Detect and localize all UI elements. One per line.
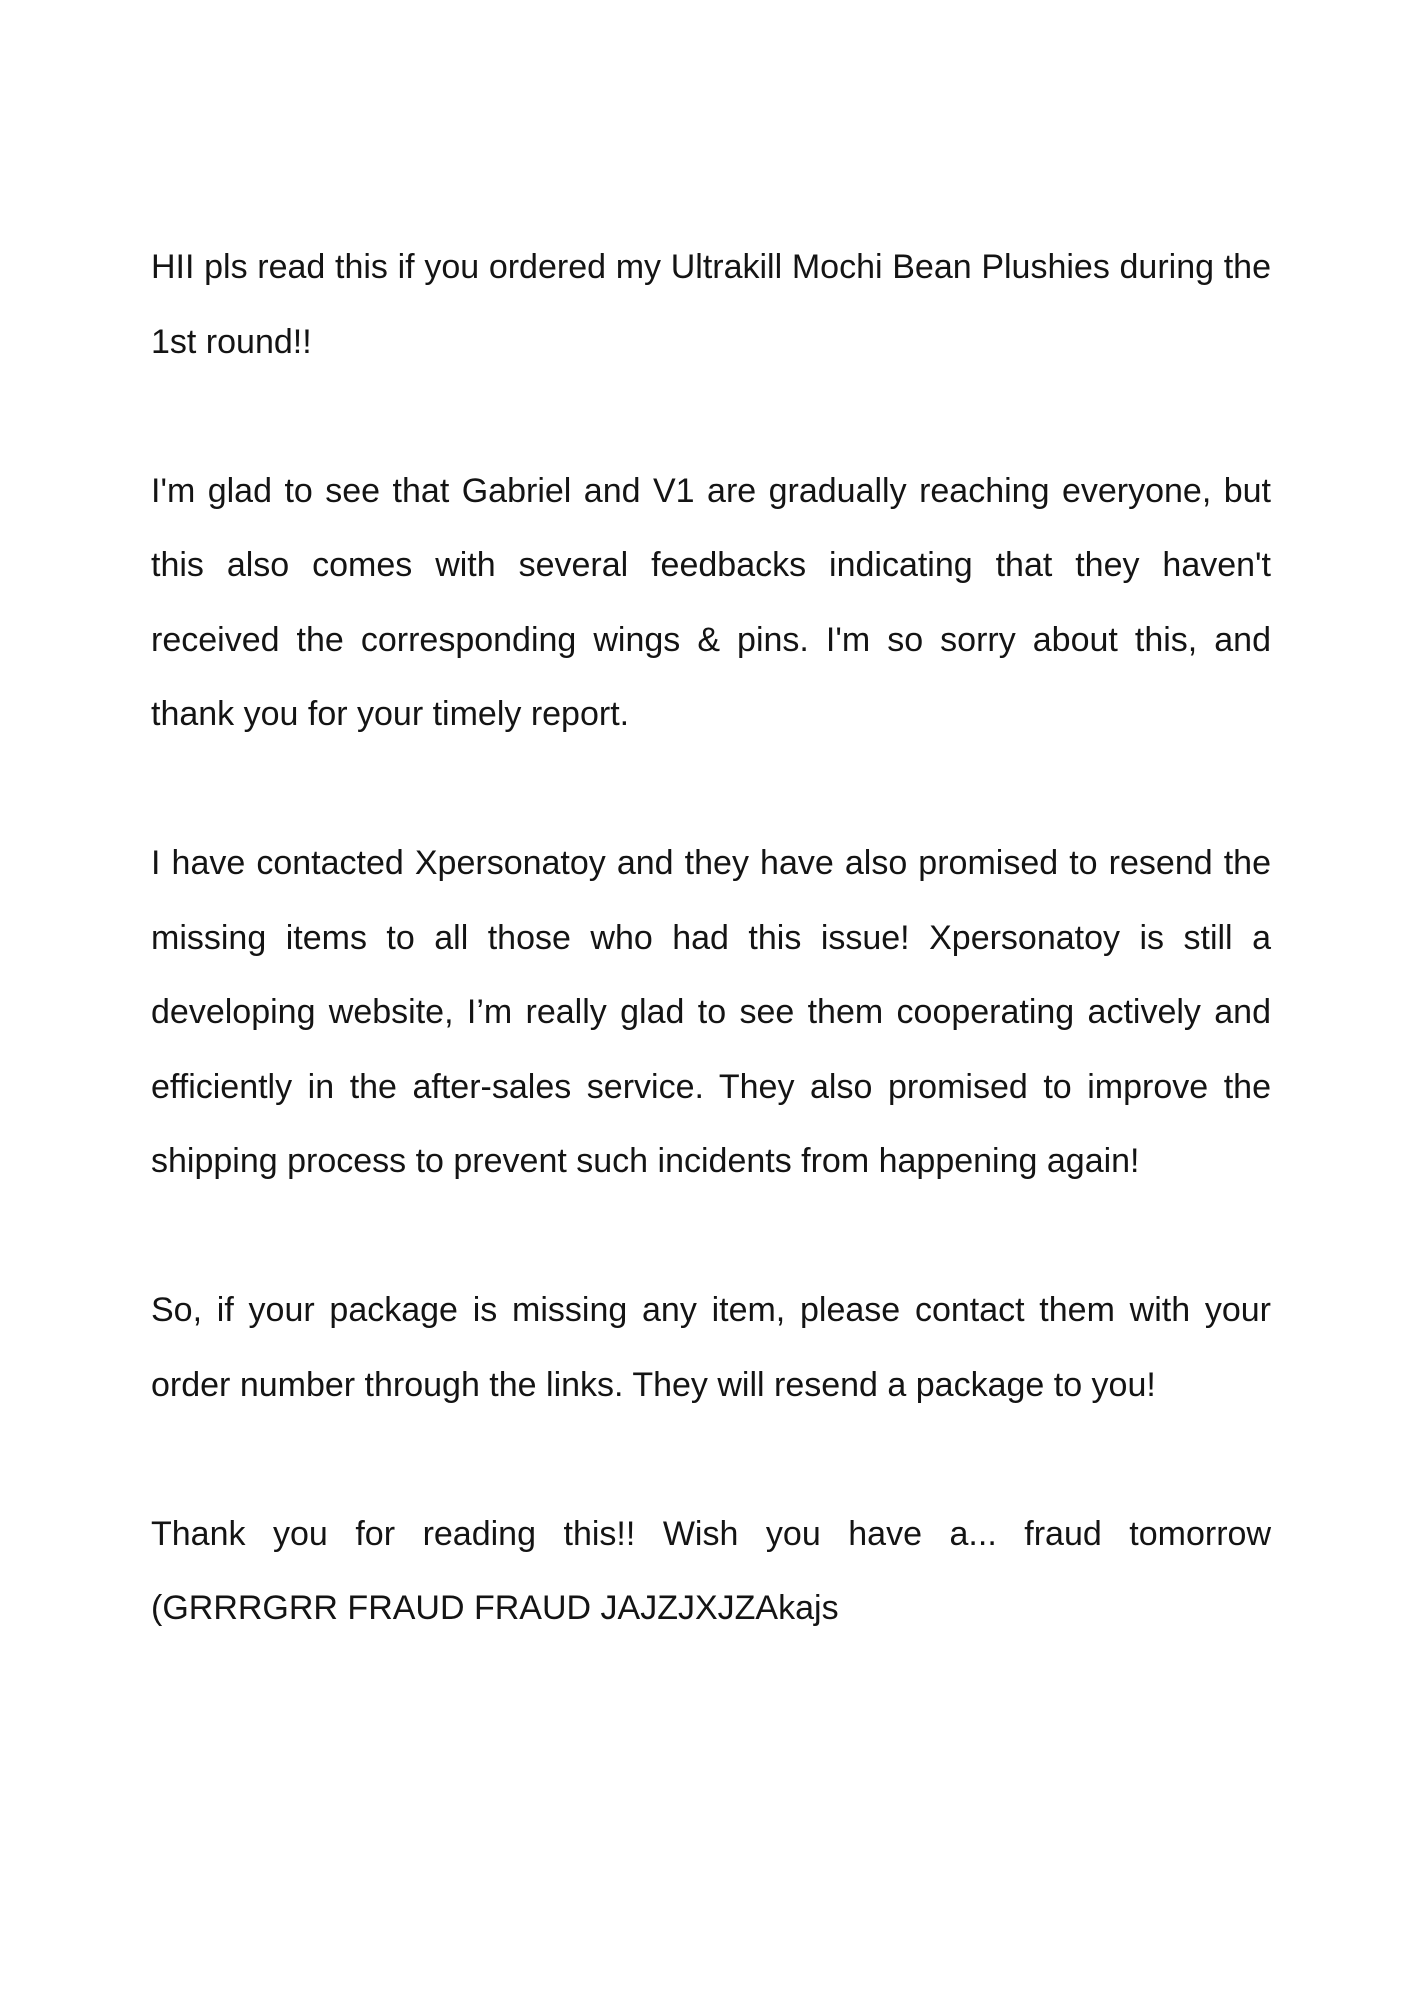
paragraph-xpersonatoy: I have contacted Xpersonatoy and they have also promised to resend the missing items to all those who had this issue! Xpersonatoy is still a developing website, I’m really glad to see them cooperating actively and efficiently in the after-sales service. They also promised to improve the shipping process to prevent such incidents from happening again!	[151, 844, 1271, 1180]
paragraph-missing-items: I'm glad to see that Gabriel and V1 are gradually reaching everyone, but this also comes with several feedbacks indicating that they haven't received the corresponding wings & pins. I'm so sorry about this, and thank you for your timely report.	[151, 471, 1271, 733]
paragraph-closing: Thank you for reading this!! Wish you have a... fraud tomorrow (GRRRGRR FRAUD FRAUD JAJZJXJZAkajs	[151, 1514, 1271, 1627]
paragraph-contact-instructions: So, if your package is missing any item, please contact them with your order number through the links. They will resend a package to you!	[151, 1291, 1271, 1404]
paragraph-intro: HII pls read this if you ordered my Ultrakill Mochi Bean Plushies during the 1st round!!	[151, 248, 1271, 361]
document-body	[151, 230, 1271, 1646]
